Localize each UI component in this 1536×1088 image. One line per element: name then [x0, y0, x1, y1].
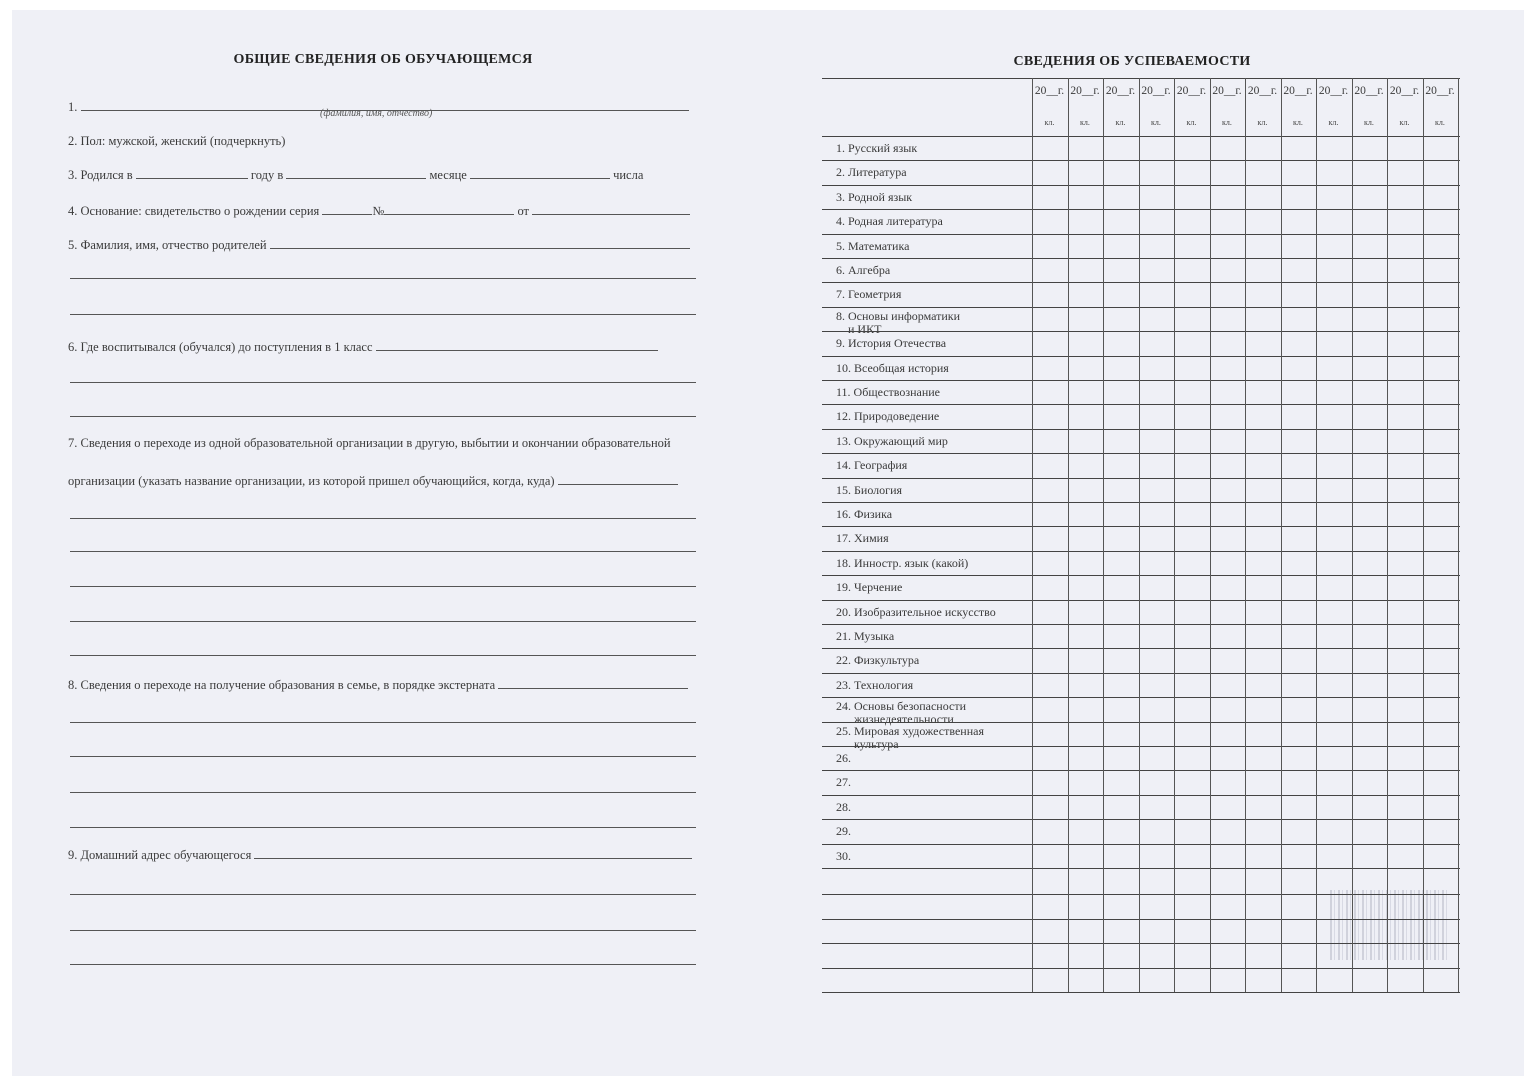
- subject-label: 29.: [836, 824, 851, 839]
- table-row-border: [822, 526, 1460, 527]
- table-row-border: [822, 992, 1460, 993]
- blank-line[interactable]: [70, 827, 696, 828]
- table-row-border: [822, 894, 1460, 895]
- table-row-border: [822, 770, 1460, 771]
- blank-line[interactable]: [70, 314, 696, 315]
- table-row-border: [822, 722, 1460, 723]
- table-column-border: [1210, 78, 1211, 992]
- class-header[interactable]: кл.: [1151, 118, 1161, 127]
- subject-label: 12. Природоведение: [836, 409, 940, 424]
- table-column-border: [1458, 78, 1459, 992]
- table-column-border: [1423, 78, 1424, 992]
- year-header[interactable]: 20__г.: [1105, 85, 1136, 97]
- subject-label: 23. Технология: [836, 677, 914, 692]
- blank-line[interactable]: [70, 894, 696, 895]
- year-header[interactable]: 20__г.: [1247, 85, 1278, 97]
- full-name-caption: (фамилия, имя, отчество): [320, 108, 433, 119]
- table-row-border: [822, 478, 1460, 479]
- table-row-border: [822, 502, 1460, 503]
- class-header[interactable]: кл.: [1044, 118, 1055, 127]
- year-header[interactable]: 20__г.: [1034, 85, 1065, 97]
- subject-label: 24. Основы безопасности жизнедеятельности: [836, 699, 967, 727]
- grades-table: [822, 78, 1462, 1058]
- table-row-border: [822, 185, 1460, 186]
- table-row-border: [822, 380, 1460, 381]
- table-column-border: [1387, 78, 1388, 992]
- year-header[interactable]: 20__г.: [1389, 85, 1420, 97]
- subject-label: 4. Родная литература: [836, 214, 943, 229]
- subject-label: 10. Всеобщая история: [836, 360, 949, 375]
- class-header[interactable]: кл.: [1293, 118, 1303, 127]
- table-row-border: [822, 160, 1460, 161]
- subject-label: 11. Обществознание: [836, 385, 941, 399]
- table-row-border: [822, 356, 1460, 357]
- table-column-border: [1352, 78, 1353, 992]
- class-header[interactable]: кл.: [1222, 118, 1232, 127]
- table-row-border: [822, 648, 1460, 649]
- table-column-border: [1068, 78, 1069, 992]
- subject-label: 15. Биология: [836, 482, 903, 497]
- year-header[interactable]: 20__г.: [1070, 85, 1100, 97]
- blank-line[interactable]: [70, 722, 696, 723]
- blank-line[interactable]: [70, 416, 696, 417]
- table-row-border: [822, 307, 1460, 308]
- subject-label: 22. Физкультура: [836, 653, 920, 668]
- class-header[interactable]: кл.: [1115, 118, 1126, 127]
- table-row-border: [822, 819, 1460, 820]
- field-birth-certificate[interactable]: 4. Основание: свидетельство о рождении серия № от: [68, 202, 698, 219]
- item1-number: 1.: [68, 100, 78, 114]
- table-column-border: [1174, 78, 1175, 992]
- table-header-border: [822, 136, 1460, 137]
- table-column-border: [1281, 78, 1282, 992]
- blank-line[interactable]: [70, 930, 696, 931]
- table-row-border: [822, 844, 1460, 845]
- class-header[interactable]: кл.: [1399, 118, 1410, 127]
- blank-line[interactable]: [70, 756, 696, 757]
- table-top-border: [822, 78, 1460, 79]
- year-header[interactable]: 20__г.: [1354, 85, 1384, 97]
- blank-line[interactable]: [70, 518, 696, 519]
- year-header[interactable]: 20__г.: [1283, 85, 1313, 97]
- table-row-border: [822, 943, 1460, 944]
- table-column-border: [1245, 78, 1246, 992]
- subject-label: 25. Мировая художественная культура: [836, 723, 984, 751]
- table-row-border: [822, 453, 1460, 454]
- year-header[interactable]: 20__г.: [1176, 85, 1207, 97]
- table-row-border: [822, 868, 1460, 869]
- grades-title: СВЕДЕНИЯ ОБ УСПЕВАЕМОСТИ: [1013, 54, 1251, 69]
- subject-label: 17. Химия: [836, 531, 889, 546]
- blank-line[interactable]: [70, 655, 696, 656]
- table-row-border: [822, 551, 1460, 552]
- subject-label: 20. Изобразительное искусство: [836, 604, 996, 619]
- general-info-page: [68, 48, 698, 1058]
- table-column-border: [1139, 78, 1140, 992]
- table-row-border: [822, 429, 1460, 430]
- field-gender[interactable]: 2. Пол: мужской, женский (подчеркнуть): [68, 134, 286, 148]
- subject-label: 7. Геометрия: [836, 287, 902, 302]
- blank-line[interactable]: [70, 586, 696, 587]
- field-birth-date[interactable]: 3. Родился в году в месяце числа: [68, 168, 644, 182]
- table-row-border: [822, 919, 1460, 920]
- table-row-border: [822, 258, 1460, 259]
- subject-label: 27.: [836, 775, 851, 790]
- subject-label: 14. География: [836, 458, 908, 473]
- subject-label: 16. Физика: [836, 507, 893, 521]
- blank-line[interactable]: [70, 621, 696, 622]
- field-transfer-info-b[interactable]: организации (указать название организации, из которой пришел обучающийся, когда, куда): [68, 472, 698, 489]
- year-header[interactable]: 20__г.: [1318, 85, 1349, 97]
- year-header[interactable]: 20__г.: [1425, 85, 1455, 97]
- blank-line[interactable]: [70, 792, 696, 793]
- field-prior-education[interactable]: 6. Где воспитывался (обучался) до поступления в 1 класс: [68, 338, 698, 355]
- class-header[interactable]: кл.: [1364, 118, 1374, 127]
- table-row-border: [822, 746, 1460, 747]
- table-row-border: [822, 282, 1460, 283]
- table-column-border: [1032, 78, 1033, 992]
- table-row-border: [822, 624, 1460, 625]
- subject-label: 21. Музыка: [836, 629, 895, 643]
- class-header[interactable]: кл.: [1186, 118, 1197, 127]
- class-header[interactable]: кл.: [1257, 118, 1268, 127]
- subject-label: 1. Русский язык: [836, 141, 918, 155]
- table-row-border: [822, 209, 1460, 210]
- year-header[interactable]: 20__г.: [1141, 85, 1171, 97]
- field-family-education[interactable]: 8. Сведения о переходе на получение образования в семье, в порядке экстерната: [68, 676, 698, 693]
- table-row-border: [822, 673, 1460, 674]
- blank-line[interactable]: [70, 964, 696, 965]
- blank-line[interactable]: [70, 278, 696, 279]
- subject-label: 18. Инностр. язык (какой): [836, 555, 969, 570]
- subject-label: 5. Математика: [836, 238, 910, 253]
- subject-label: 30.: [836, 848, 851, 863]
- field-home-address[interactable]: 9. Домашний адрес обучающегося: [68, 846, 698, 863]
- grades-page: [822, 48, 1462, 1048]
- field-transfer-info-a: 7. Сведения о переходе из одной образовательной организации в другую, выбытии и окончании образовательной: [68, 436, 671, 450]
- table-row-border: [822, 968, 1460, 969]
- blank-line[interactable]: [70, 382, 696, 383]
- year-header[interactable]: 20__г.: [1212, 85, 1242, 97]
- table-row-border: [822, 575, 1460, 576]
- subject-label: 2. Литература: [836, 165, 907, 180]
- table-row-border: [822, 404, 1460, 405]
- subject-label: 8. Основы информатики и ИКТ: [836, 308, 961, 336]
- class-header[interactable]: кл.: [1328, 118, 1339, 127]
- table-row-border: [822, 600, 1460, 601]
- subject-label: 13. Окружающий мир: [836, 433, 948, 448]
- subject-label: 9. История Отечества: [836, 336, 947, 351]
- subject-label: 26.: [836, 751, 851, 765]
- subject-label: 6. Алгебра: [836, 263, 891, 277]
- table-row-border: [822, 331, 1460, 332]
- subject-label: 28.: [836, 799, 851, 814]
- class-header[interactable]: кл.: [1435, 118, 1445, 127]
- blank-line[interactable]: [70, 551, 696, 552]
- table-row-border: [822, 795, 1460, 796]
- class-header[interactable]: кл.: [1080, 118, 1090, 127]
- subject-label: 3. Родной язык: [836, 189, 913, 204]
- table-row-border: [822, 234, 1460, 235]
- table-row-border: [822, 697, 1460, 698]
- field-parents-name[interactable]: 5. Фамилия, имя, отчество родителей: [68, 236, 698, 253]
- table-column-border: [1316, 78, 1317, 992]
- general-info-title: ОБЩИЕ СВЕДЕНИЯ ОБ ОБУЧАЮЩЕМСЯ: [233, 52, 533, 67]
- table-column-border: [1103, 78, 1104, 992]
- subject-label: 19. Черчение: [836, 580, 903, 595]
